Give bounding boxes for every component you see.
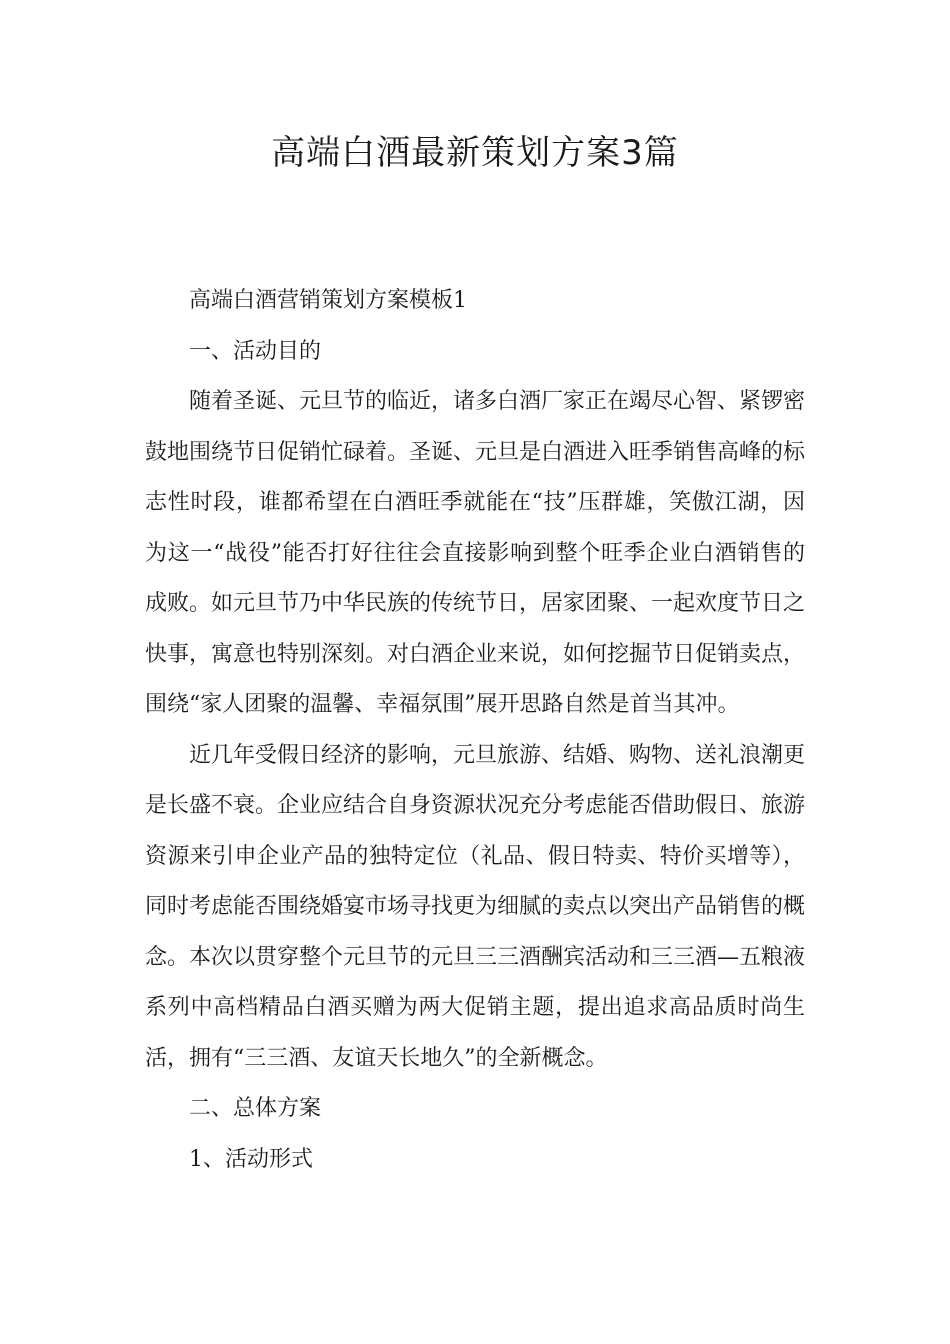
section-heading-2: 二、总体方案 xyxy=(189,1096,322,1121)
subsection-heading-1: 1、活动形式 xyxy=(189,1146,313,1172)
document-title: 高端白酒最新策划方案3篇 xyxy=(271,133,679,173)
paragraph-1: 随着圣诞、元旦节的临近，诸多白酒厂家正在竭尽心智、紧锣密鼓地围绕节日促销忙碌着。圣诞、元旦是白酒进入旺季销售高峰的标志性时段，谁都希望在白酒旺季就能在“技”压群雄，笑傲江湖，因为这一“战役”能否打好往往会直接影响到整个旺季企业白酒销售的成败。如元旦节乃中华民族的传统节日，居家团聚、一起欢度节日之快事，寓意也特别深刻。对白酒企业来说，如何挖掘节日促销卖点，围绕“家人团聚的温馨、幸福氛围”展开思路自然是首当其冲。 xyxy=(145,389,806,717)
document-subtitle: 高端白酒营销策划方案模板1 xyxy=(189,288,467,313)
document-body xyxy=(145,276,805,1185)
paragraph-2: 近几年受假日经济的影响，元旦旅游、结婚、购物、送礼浪潮更是长盛不衰。企业应结合自身资源状况充分考虑能否借助假日、旅游资源来引申企业产品的独特定位（礼品、假日特卖、特价买增等），同时考虑能否围绕婚宴市场寻找更为细腻的卖点以突出产品销售的概念。本次以贯穿整个元旦节的元旦三三酒酬宾活动和三三酒—五粮液系列中高档精品白酒买赠为两大促销主题，提出追求高品质时尚生活，拥有“三三酒、友谊天长地久”的全新概念。 xyxy=(145,742,806,1071)
section-heading-1: 一、活动目的 xyxy=(189,338,322,364)
